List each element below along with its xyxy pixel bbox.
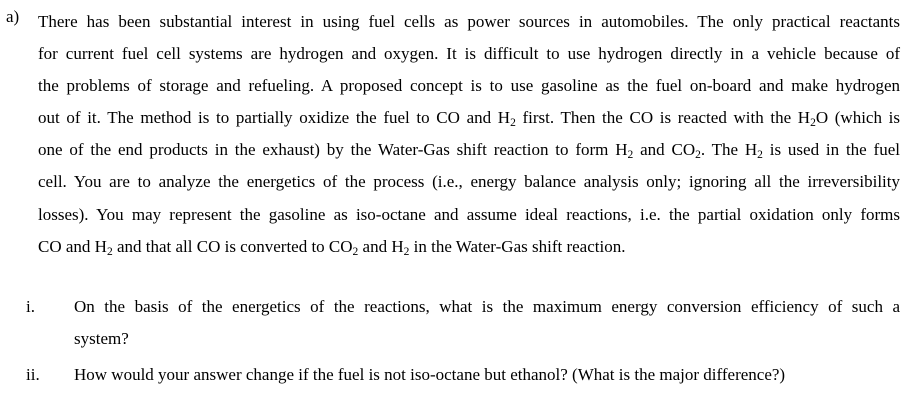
text-segment: the problems of storage and refueling. A proposed concept is to use gasoline as the fuel on-board and make hydrogen xyxy=(38,76,900,96)
subscript: 2 xyxy=(757,149,763,162)
subscript: 2 xyxy=(106,245,113,258)
paragraph-line xyxy=(38,166,900,198)
text-segment: and CO xyxy=(633,140,696,160)
question-line: system? xyxy=(74,329,129,348)
text-segment: There has been substantial interest in using fuel cells as power sources in automobiles. The only practical reactants xyxy=(38,12,900,31)
subscript: 2 xyxy=(627,149,634,162)
text-segment: and that all CO is converted to CO xyxy=(112,236,353,256)
question-line: How would your answer change if the fuel is not iso-octane but ethanol? (What is the major difference?) xyxy=(74,365,786,384)
text-segment: in the Water-Gas shift reaction. xyxy=(409,236,626,256)
text-segment: one of the end products in the exhaust) by the Water-Gas shift reaction to form H xyxy=(38,140,628,160)
text-segment: out of it. The method is to partially oxidize the fuel to CO and H xyxy=(38,108,511,128)
text-segment: first. Then the CO is reacted with the H xyxy=(515,108,811,128)
question-number: i. xyxy=(26,297,35,316)
question-text xyxy=(74,359,900,391)
subscript: 2 xyxy=(403,245,410,258)
problem-paragraph xyxy=(38,6,900,263)
text-segment: is used in the fuel xyxy=(762,140,900,160)
text-segment: CO and H xyxy=(38,236,107,256)
paragraph-line xyxy=(38,231,900,263)
text-segment: O (which is xyxy=(815,108,900,128)
paragraph-line xyxy=(38,199,900,231)
text-segment: and H xyxy=(358,236,404,256)
question-text xyxy=(74,291,900,355)
paragraph-line xyxy=(38,102,900,134)
paragraph-line xyxy=(38,134,900,166)
part-label: a) xyxy=(6,7,20,26)
paragraph-line xyxy=(38,70,900,102)
subscript: 2 xyxy=(695,149,701,162)
text-segment: cell. You are to analyze the energetics of the process (i.e., energy balance analysis only; ignoring all the irreversibility xyxy=(38,172,900,192)
subscript: 2 xyxy=(810,117,816,130)
question-number: ii. xyxy=(26,365,40,384)
subscript: 2 xyxy=(352,245,359,258)
question-line: On the basis of the energetics of the reactions, what is the maximum energy conversion efficiency of such a xyxy=(74,297,900,316)
paragraph-line xyxy=(38,38,900,70)
text-segment: . The H xyxy=(700,140,758,160)
subscript: 2 xyxy=(510,117,516,130)
paragraph-line xyxy=(38,6,900,38)
text-segment: losses). You may represent the gasoline as iso-octane and assume ideal reactions, i.e. the partial oxidation only forms xyxy=(38,204,900,224)
text-segment: for current fuel cell systems are hydrogen and oxygen. It is difficult to use hydrogen directly in a vehicle because of xyxy=(38,44,900,64)
